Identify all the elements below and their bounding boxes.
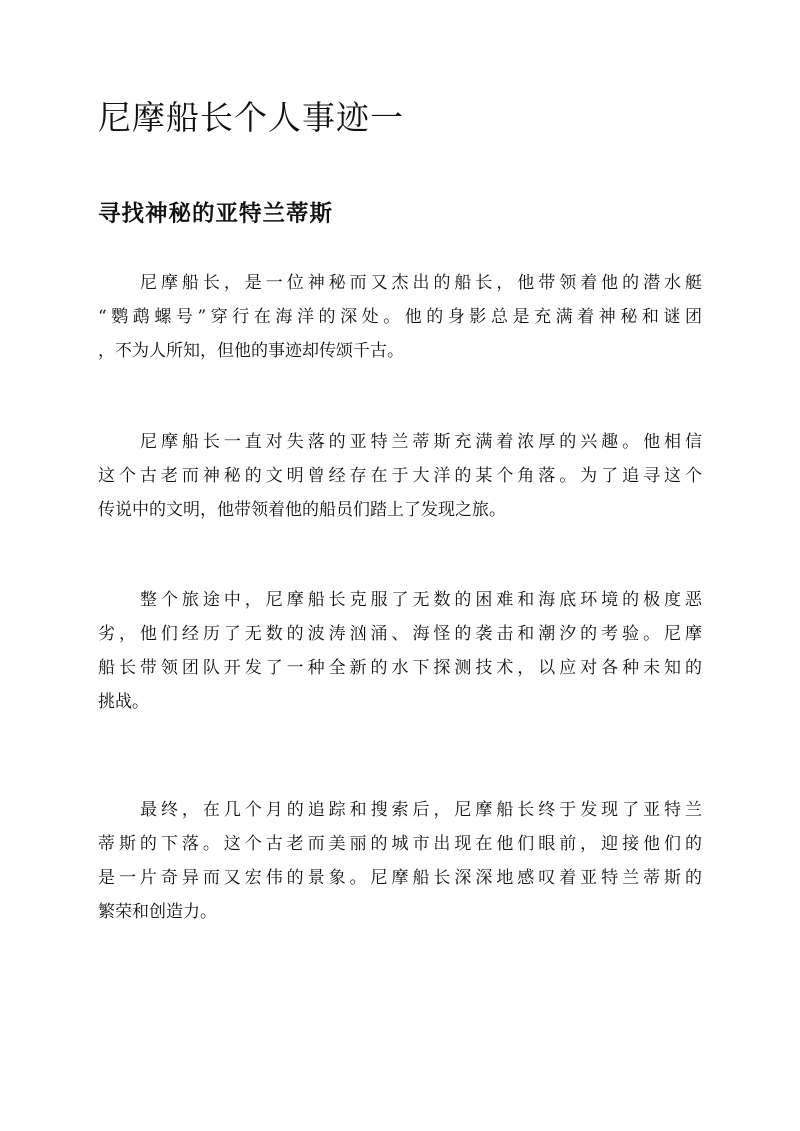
paragraph-line: 是一片奇异而又宏伟的景象。尼摩船长深深地感叹着亚特兰蒂斯的: [98, 868, 702, 888]
paragraph-1: [98, 266, 702, 368]
paragraph-line: 整个旅途中，尼摩船长克服了无数的困难和海底环境的极度恶: [140, 590, 702, 610]
paragraph-2: [98, 425, 702, 527]
paragraph-line: “鹦鹉螺号”穿行在海洋的深处。他的身影总是充满着神秘和谜团: [98, 307, 702, 327]
paragraph-3: [98, 583, 702, 719]
paragraph-line: 蒂斯的下落。这个古老而美丽的城市出现在他们眼前，迎接他们的: [98, 834, 702, 854]
paragraph-line: 挑战。: [98, 692, 149, 712]
paragraph-line: 劣，他们经历了无数的波涛汹涌、海怪的袭击和潮汐的考验。尼摩: [98, 624, 702, 644]
page-title: 尼摩船长个人事迹一: [98, 98, 404, 137]
section-heading: 寻找神秘的亚特兰蒂斯: [98, 201, 334, 227]
paragraph-line: 尼摩船长，是一位神秘而又杰出的船长，他带领着他的潜水艇: [140, 273, 702, 293]
paragraph-line: 繁荣和创造力。: [98, 902, 217, 922]
paragraph-line: ，不为人所知，但他的事迹却传颂千古。: [98, 341, 404, 361]
paragraph-line: 最终，在几个月的追踪和搜索后，尼摩船长终于发现了亚特兰: [140, 800, 702, 820]
paragraph-line: 船长带领团队开发了一种全新的水下探测技术，以应对各种未知的: [98, 658, 702, 678]
paragraph-line: 传说中的文明，他带领着他的船员们踏上了发现之旅。: [98, 500, 506, 520]
paragraph-4: [98, 793, 702, 929]
paragraph-line: 尼摩船长一直对失落的亚特兰蒂斯充满着浓厚的兴趣。他相信: [140, 432, 702, 452]
paragraph-line: 这个古老而神秘的文明曾经存在于大洋的某个角落。为了追寻这个: [98, 466, 702, 486]
